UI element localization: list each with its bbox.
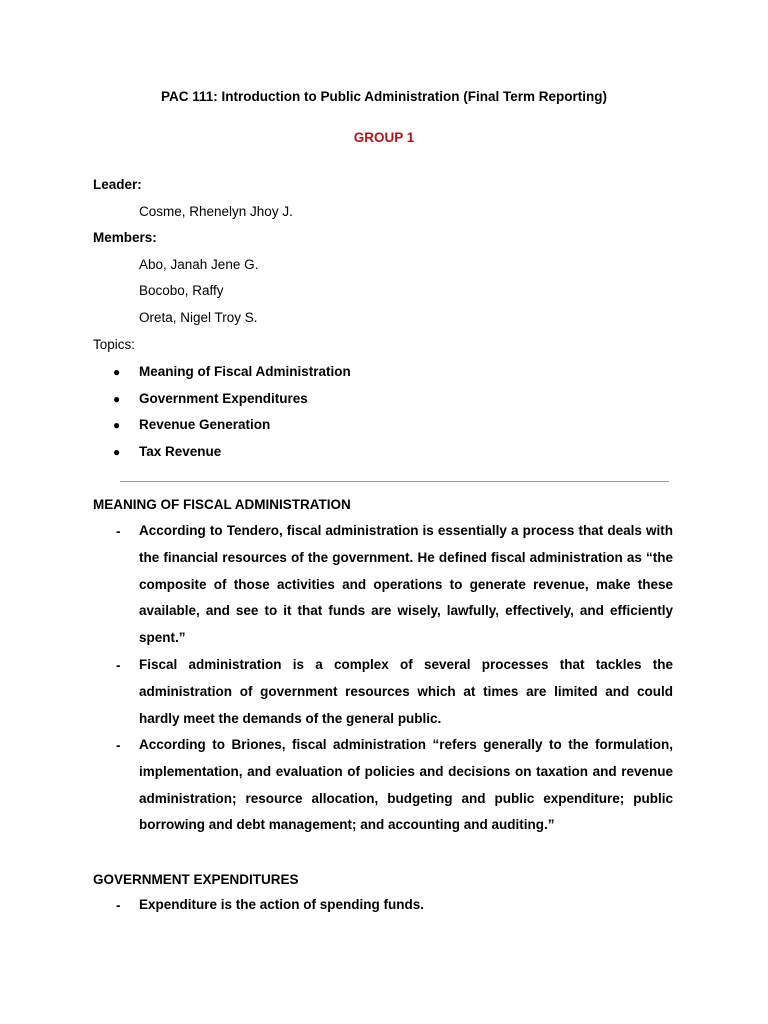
leader-label: Leader: bbox=[93, 177, 142, 192]
horizontal-divider bbox=[120, 481, 669, 482]
members-label: Members: bbox=[93, 230, 157, 245]
topics-label: Topics: bbox=[93, 337, 136, 352]
section-paragraph: According to Tendero, fiscal administration is essentially a process that deals with the financial resources of the government. He defined fiscal administration as “the composite of those activities and operations to generate revenue, make these available, and see to it that funds are wisely, lawfully, effectively, and efficiently spent.” bbox=[139, 523, 673, 646]
topic-item: Government Expenditures bbox=[139, 391, 308, 406]
dash-marker: - bbox=[116, 524, 121, 539]
bullet-icon: ● bbox=[113, 365, 121, 379]
topic-item: Revenue Generation bbox=[139, 417, 271, 432]
group-title: GROUP 1 bbox=[353, 130, 415, 145]
dash-marker: - bbox=[116, 658, 121, 673]
member-name: Abo, Janah Jene G. bbox=[139, 257, 259, 272]
section-heading: GOVERNMENT EXPENDITURES bbox=[93, 872, 299, 887]
bullet-icon: ● bbox=[113, 392, 121, 406]
topic-item: Meaning of Fiscal Administration bbox=[139, 364, 351, 379]
section-paragraph: Expenditure is the action of spending funds. bbox=[139, 897, 425, 912]
bullet-icon: ● bbox=[113, 418, 121, 432]
dash-marker: - bbox=[116, 898, 121, 913]
member-name: Bocobo, Raffy bbox=[139, 283, 224, 298]
section-paragraph: Fiscal administration is a complex of several processes that tackles the administration of government resources which at times are limited and could hardly meet the demands of the general public. bbox=[139, 657, 673, 726]
section-paragraph: According to Briones, fiscal administration “refers generally to the formulation, implementation, and evaluation of policies and decisions on taxation and revenue administration; resource allocation, budgeting and public expenditure; public borrowing and debt management; and accounting and auditing.” bbox=[139, 737, 673, 833]
leader-name: Cosme, Rhenelyn Jhoy J. bbox=[139, 204, 293, 219]
member-name: Oreta, Nigel Troy S. bbox=[139, 310, 258, 325]
section-heading: MEANING OF FISCAL ADMINISTRATION bbox=[93, 497, 351, 512]
document-title: PAC 111: Introduction to Public Administration (Final Term Reporting) bbox=[160, 89, 607, 104]
topic-item: Tax Revenue bbox=[139, 444, 222, 459]
dash-marker: - bbox=[116, 738, 121, 753]
bullet-icon: ● bbox=[113, 445, 121, 459]
